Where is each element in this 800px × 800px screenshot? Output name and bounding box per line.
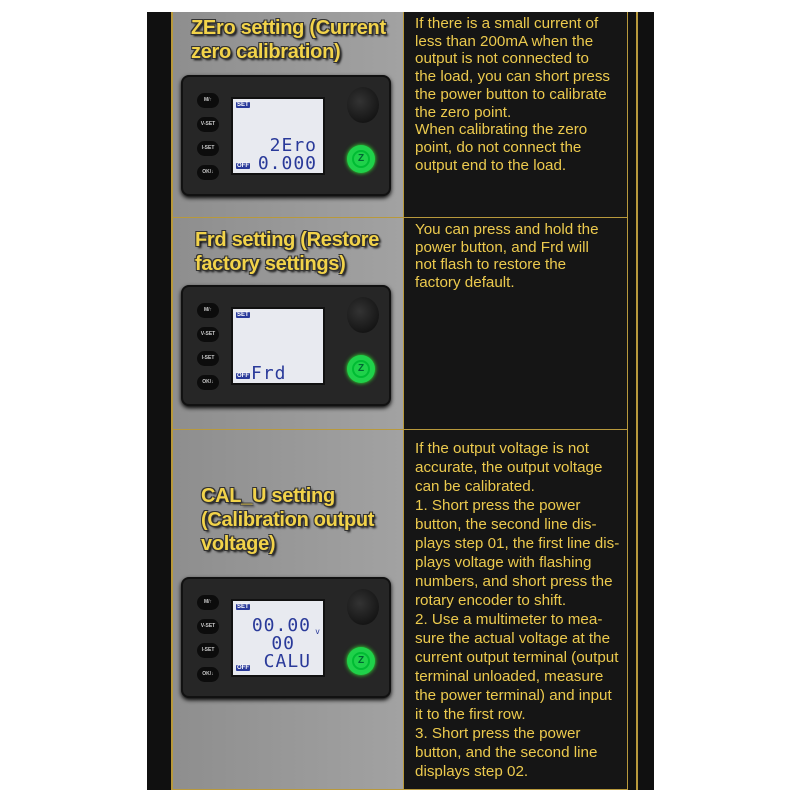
- section-image: [173, 430, 403, 789]
- section-2: [173, 430, 628, 790]
- power-supply-module: [181, 577, 391, 698]
- lcd-line-3: CALU: [263, 651, 311, 672]
- rotary-encoder-knob: [347, 589, 379, 625]
- description-line: displays step 02.: [415, 763, 529, 780]
- rotary-encoder-knob: [347, 297, 379, 333]
- rotary-encoder-knob: [347, 87, 379, 123]
- power-button-icon: Z: [347, 145, 375, 173]
- section-title: [191, 16, 386, 64]
- lcd-display: [231, 97, 325, 175]
- lcd-line-1: 00.00: [251, 615, 311, 636]
- description-line: When calibrating the zero: [415, 121, 588, 139]
- lcd-line-2: 2Ero: [269, 135, 317, 156]
- section-description: [403, 12, 628, 217]
- device-button: M/↑: [197, 595, 219, 610]
- section-0: [173, 12, 628, 218]
- title-line: voltage): [201, 533, 276, 555]
- device-button: I-SET: [197, 351, 219, 366]
- lcd-display: [231, 599, 325, 677]
- power-button-icon: Z: [347, 647, 375, 675]
- device-button: M/↑: [197, 93, 219, 108]
- title-line: (Calibration output: [201, 509, 375, 531]
- description-line: output end to the load.: [415, 156, 567, 174]
- device-button: M/↑: [197, 303, 219, 318]
- description-line: the zero point.: [415, 103, 512, 121]
- section-description: [403, 218, 628, 429]
- device-button: V-SET: [197, 619, 219, 634]
- set-indicator: SET: [237, 102, 249, 108]
- section-title: [195, 228, 379, 276]
- description-line: button, and the second line: [415, 744, 598, 761]
- device-button: OK/↓: [197, 375, 219, 390]
- device-button: I-SET: [197, 643, 219, 658]
- description-line: 1. Short press the power: [415, 497, 581, 514]
- device-button: V-SET: [197, 327, 219, 342]
- lcd-line-2: 00: [271, 633, 295, 654]
- section-image: [173, 218, 403, 429]
- section-image: [173, 12, 403, 217]
- off-indicator: OFF: [237, 665, 249, 671]
- description-line: not flash to restore the: [415, 256, 567, 274]
- description-line: it to the first row.: [415, 706, 526, 723]
- section-title: [201, 484, 374, 556]
- lcd-line-3: 0.000: [257, 153, 317, 174]
- description-line: numbers, and short press the: [415, 573, 613, 590]
- description-line: output is not connected to: [415, 50, 589, 68]
- description-line: point, do not connect the: [415, 138, 582, 156]
- title-line: zero calibration): [191, 41, 341, 63]
- description-line: You can press and hold the: [415, 221, 599, 238]
- lcd-unit: v: [315, 627, 321, 636]
- off-indicator: OFF: [237, 373, 249, 379]
- device-button: I-SET: [197, 141, 219, 156]
- description-line: factory default.: [415, 274, 515, 292]
- power-supply-module: [181, 75, 391, 196]
- title-line: factory settings): [195, 253, 346, 275]
- description-line: the load, you can short press: [415, 68, 611, 86]
- device-button: V-SET: [197, 117, 219, 132]
- description-line: If the output voltage is not: [415, 440, 589, 457]
- description-line: terminal unloaded, measure: [415, 668, 604, 685]
- power-supply-module: [181, 285, 391, 406]
- description-line: rotary encoder to shift.: [415, 592, 567, 609]
- description-line: less than 200mA when the: [415, 32, 594, 50]
- description-line: can be calibrated.: [415, 478, 535, 495]
- description-line: accurate, the output voltage: [415, 459, 603, 476]
- description-line: sure the actual voltage at the: [415, 630, 611, 647]
- description-line: plays step 01, the first line dis-: [415, 535, 620, 552]
- instruction-panel: [147, 12, 654, 790]
- lcd-display: [231, 307, 325, 385]
- description-line: the power button to calibrate: [415, 85, 607, 103]
- set-indicator: SET: [237, 604, 249, 610]
- description-line: 3. Short press the power: [415, 725, 581, 742]
- device-button: OK/↓: [197, 667, 219, 682]
- title-line: CAL_U setting: [201, 485, 335, 507]
- description-line: power button, and Frd will: [415, 238, 589, 256]
- off-indicator: OFF: [237, 163, 249, 169]
- lcd-line-3: Frd: [251, 363, 287, 384]
- description-line: 2. Use a multimeter to mea-: [415, 611, 603, 628]
- description-line: the power terminal) and input: [415, 687, 612, 704]
- description-line: If there is a small current of: [415, 15, 599, 32]
- section-1: [173, 218, 628, 430]
- divider: [636, 12, 638, 790]
- power-button-icon: Z: [347, 355, 375, 383]
- title-line: ZEro setting (Current: [191, 17, 386, 39]
- description-line: current output terminal (output: [415, 649, 619, 666]
- description-line: button, the second line dis-: [415, 516, 597, 533]
- description-line: plays voltage with flashing: [415, 554, 592, 571]
- device-button: OK/↓: [197, 165, 219, 180]
- section-description: [403, 430, 628, 789]
- title-line: Frd setting (Restore: [195, 229, 380, 251]
- set-indicator: SET: [237, 312, 249, 318]
